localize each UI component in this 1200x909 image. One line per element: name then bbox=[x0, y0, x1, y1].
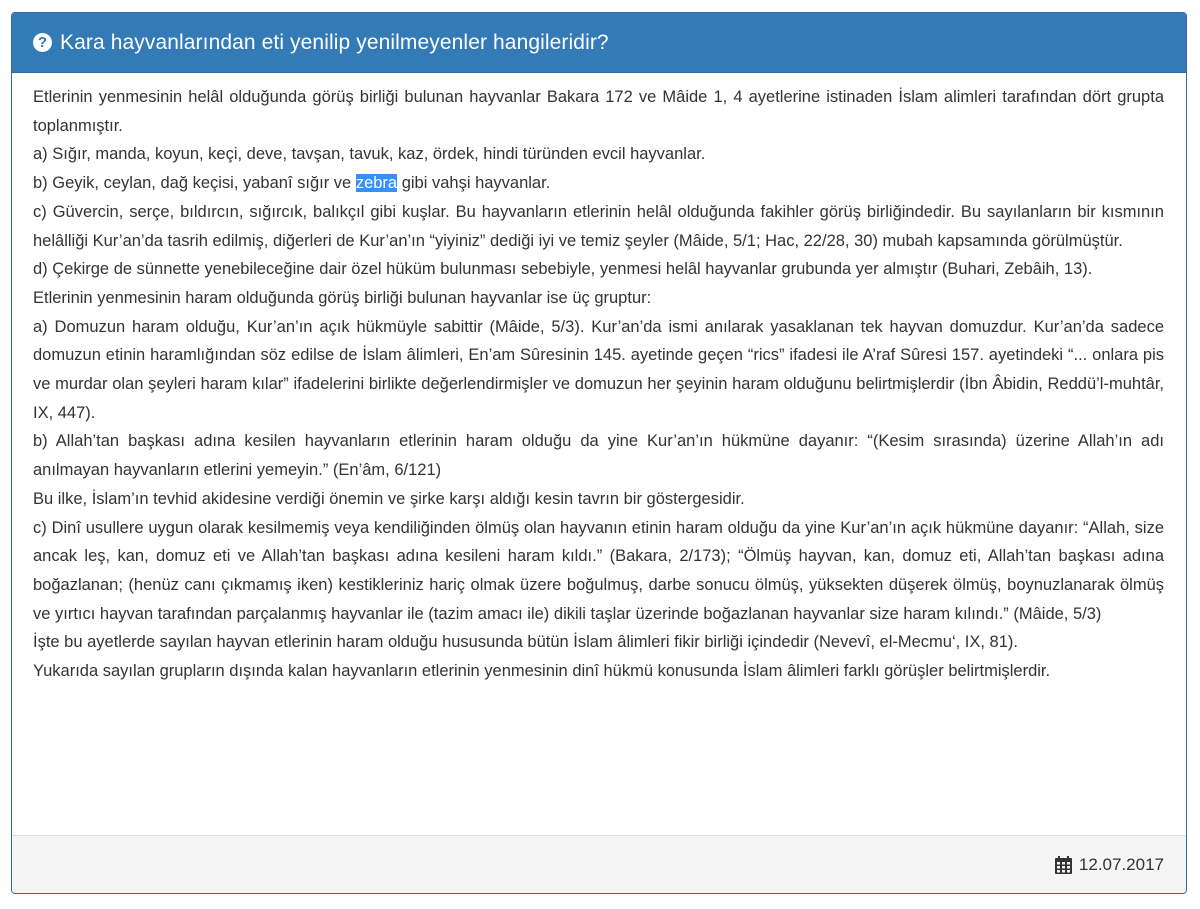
paragraph-sacrificed-to-others: b) Allah’tan başkası adına kesilen hayvanların etlerinin haram olduğu da yine Kur’an’ın hükmüne dayanır: “(Kesim sırasında) üzerine Allah’ın adı anılmayan hayvanların etlerini yemeyin.” (En’âm, 6/121) bbox=[33, 432, 1164, 480]
paragraph-pork: a) Domuzun haram olduğu, Kur’an’ın açık hükmüyle sabittir (Mâide, 5/3). Kur’an’da ismi anılarak yasaklanan tek hayvan domuzdur. Kur’an’da sadece domuzun etinin haramlığından söz edilse de İslam âlimleri, En’am Sûresinin 145. ayetinde geçen “rics” ifadesi ile A’raf Sûresi 157. ayetindeki “... onlara pis ve murdar olan şeyleri haram kılar” ifadelerini birlikte değerlendirmişler ve domuzun her şeyinin haram olduğunu belirtmişlerdir (İbn Âbidin, Reddü’l-muhtâr, IX, 447). bbox=[33, 317, 1164, 422]
paragraph-consensus: İşte bu ayetlerde sayılan hayvan etlerinin haram olduğu hususunda bütün İslam âlimleri fikir birliği içindedir (Nevevî, el-Mecmu‘, IX, 81). bbox=[33, 633, 1018, 652]
question-circle-icon: ? bbox=[33, 33, 52, 52]
paragraph-locust: d) Çekirge de sünnette yenebileceğine dair özel hüküm bulunması sebebiyle, yenmesi helâl hayvanlar grubunda yer almıştır (Buhari, Zebâih, 13). bbox=[33, 260, 1093, 279]
paragraph-wild-animals-text-end: gibi vahşi hayvanlar. bbox=[397, 174, 551, 193]
paragraph-wild-animals bbox=[33, 169, 1164, 198]
paragraph-haram-intro: Etlerinin yenmesinin haram olduğunda görüş birliği bulunan hayvanlar ise üç gruptur: bbox=[33, 288, 652, 307]
question-panel bbox=[11, 12, 1187, 894]
paragraph-birds: c) Güvercin, serçe, bıldırcın, sığırcık, balıkçıl gibi kuşlar. Bu hayvanların etlerinin helâl olduğunda fakihler görüş birliğindedir. Bu sayılanların bir kısmının helâlliği Kur’an’da tasrih edilmiş, diğerleri de Kur’an’ın “yiyiniz” dediği iyi ve temiz şeyler (Mâide, 5/1; Hac, 22/28, 30) mubah kapsamında görülmüştür. bbox=[33, 202, 1164, 250]
paragraph-tawhid: Bu ilke, İslam’ın tevhid akidesine verdiği önemin ve şirke karşı aldığı kesin tavrın bir göstergesidir. bbox=[33, 489, 745, 508]
paragraph-intro: Etlerinin yenmesinin helâl olduğunda görüş birliği bulunan hayvanlar Bakara 172 ve Mâide 1, 4 ayetlerine istinaden İslam alimleri tarafından dört grupta toplanmıştır. bbox=[33, 88, 1164, 135]
paragraph-carrion: c) Dinî usullere uygun olarak kesilmemiş veya kendiliğinden ölmüş olan hayvanın etinin haram olduğu da yine Kur’an’ın açık hükmüne dayanır: “Allah, size ancak leş, kan, domuz eti ve Allah’tan başkası adına kesileni haram kıldı.” (Bakara, 2/173); “Ölmüş hayvan, kan, domuz eti, Allah’tan başkası adına boğazlanan; (henüz canı çıkmamış iken) kestikleriniz hariç olmak üzere boğulmuş, darbe sonucu ölmüş, yüksekten düşerek ölmüş, boynuzlanarak ölmüş ve yırtıcı hayvan tarafından parçalanmış hayvanlar ile (tazim amacı ile) dikili taşlar üzerinde boğazlanan hayvanlar size haram kılındı.” (Mâide, 5/3) bbox=[33, 518, 1164, 623]
paragraph-domestic-animals: a) Sığır, manda, koyun, keçi, deve, tavşan, tavuk, kaz, ördek, hindi türünden evcil hayvanlar. bbox=[33, 145, 706, 164]
page-title: Kara hayvanlarından eti yenilip yenilmeyenler hangileridir? bbox=[60, 30, 609, 54]
panel-heading bbox=[12, 13, 1186, 73]
answer-body bbox=[12, 73, 1186, 835]
paragraph-conclusion: Yukarıda sayılan grupların dışında kalan hayvanların etlerinin yenmesinin dinî hükmü konusunda İslam âlimleri farklı görüşler belirtmişlerdir. bbox=[33, 662, 1051, 681]
panel-footer bbox=[12, 835, 1186, 893]
selected-text[interactable]: zebra bbox=[355, 174, 398, 193]
publish-date: 12.07.2017 bbox=[1078, 854, 1164, 874]
calendar-icon bbox=[1055, 856, 1072, 874]
paragraph-wild-animals-text: b) Geyik, ceylan, dağ keçisi, yabanî sığır ve bbox=[33, 174, 356, 193]
